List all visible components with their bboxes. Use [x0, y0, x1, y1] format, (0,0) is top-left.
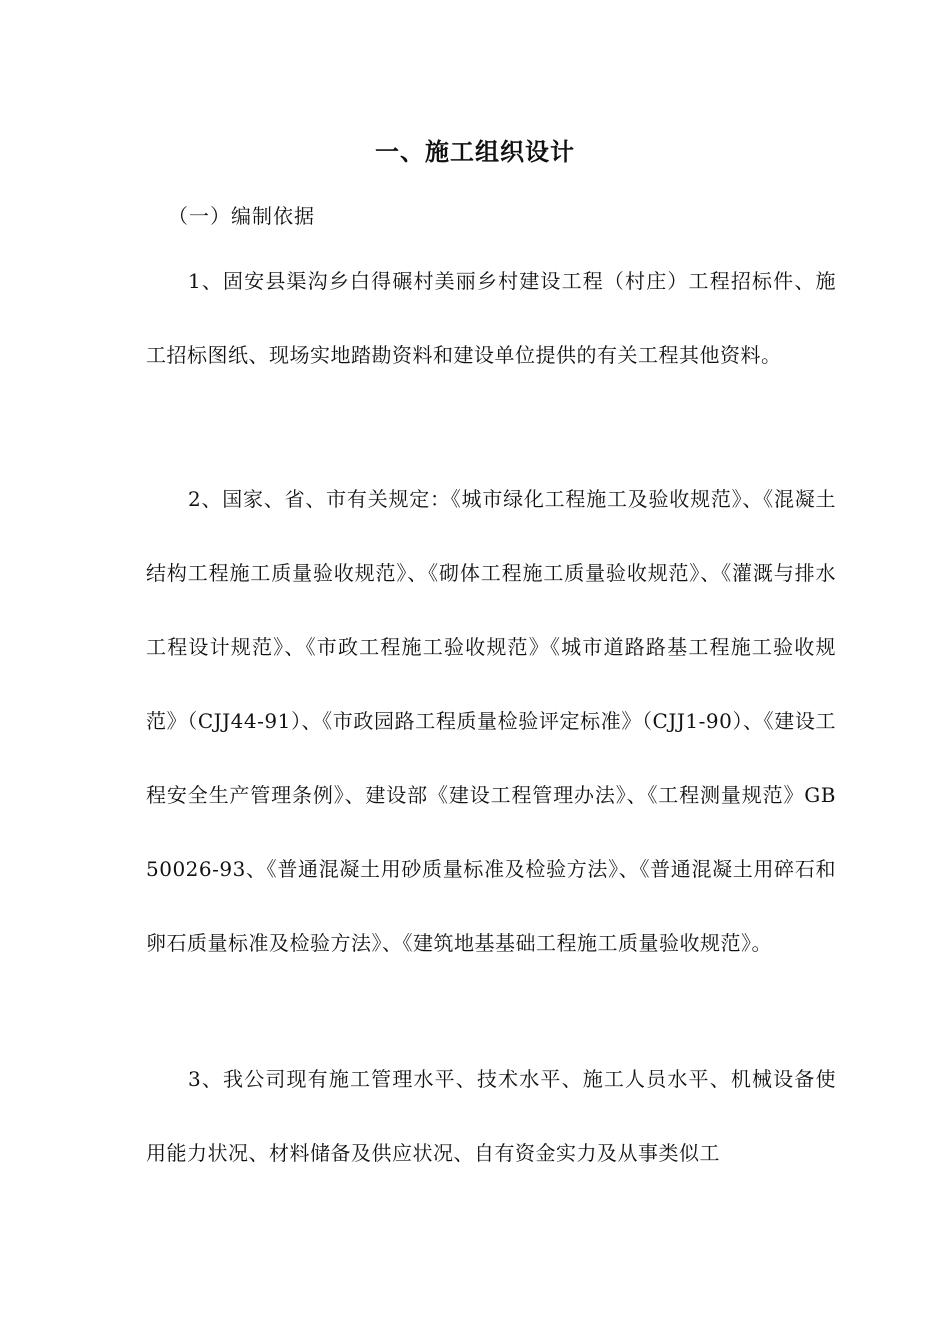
- paragraph-basis-3: 3、我公司现有施工管理水平、技术水平、施工人员水平、机械设备使用能力状况、材料储备及供应状况、自有资金实力及从事类似工: [146, 1067, 836, 1165]
- paragraph-basis-2: 2、国家、省、市有关规定：《城市绿化工程施工及验收规范》、《混凝土结构工程施工质量验收规范》、《砌体工程施工质量验收规范》、《灌溉与排水工程设计规范》、《市政工程施工验收规范》《城市道路路基工程施工验收规范》（CJJ44-91）、《市政园路工程质量检验评定标准》（CJJ1-90）、《建设工程安全生产管理条例》、建设部《建设工程管理办法》、《工程测量规范》GB50026-93、《普通混凝土用砂质量标准及检验方法》、《普通混凝土用碎石和卵石质量标准及检验方法》、《建筑地基基础工程施工质量验收规范》。: [146, 487, 836, 955]
- page-title: 一、施工组织设计: [375, 137, 575, 166]
- paragraph-basis-1: 1、固安县渠沟乡白得碾村美丽乡村建设工程（村庄）工程招标件、施工招标图纸、现场实地踏勘资料和建设单位提供的有关工程其他资料。: [146, 269, 836, 367]
- section-heading: （一）编制依据: [168, 204, 315, 228]
